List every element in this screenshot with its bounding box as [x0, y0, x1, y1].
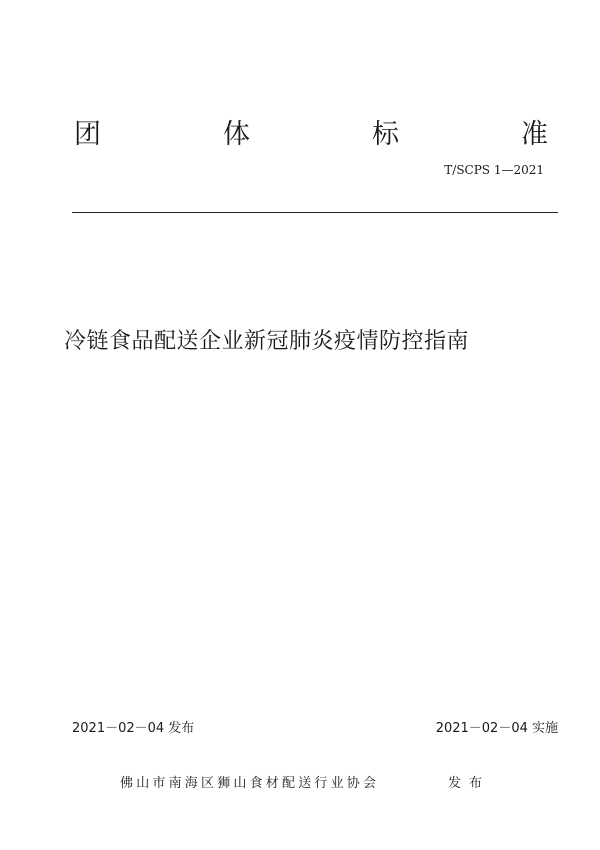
standard-type-char-2: 体	[223, 119, 250, 150]
standard-type-char-4: 准	[521, 119, 548, 150]
document-title: 冷链食品配送企业新冠肺炎疫情防控指南	[64, 329, 470, 354]
standard-code: T/SCPS 1—2021	[444, 163, 544, 177]
standard-type-char-1: 团	[74, 119, 101, 150]
header-divider	[72, 212, 558, 213]
standard-type-heading	[74, 112, 548, 151]
issue-date: 2021－02－04 发布	[72, 721, 195, 736]
publisher-line	[120, 772, 490, 791]
implementation-date: 2021－02－04 实施	[435, 721, 558, 736]
publish-label: 发布	[447, 776, 490, 791]
publisher-organization: 佛山市南海区狮山食材配送行业协会	[120, 776, 380, 791]
standard-type-char-3: 标	[372, 119, 399, 150]
